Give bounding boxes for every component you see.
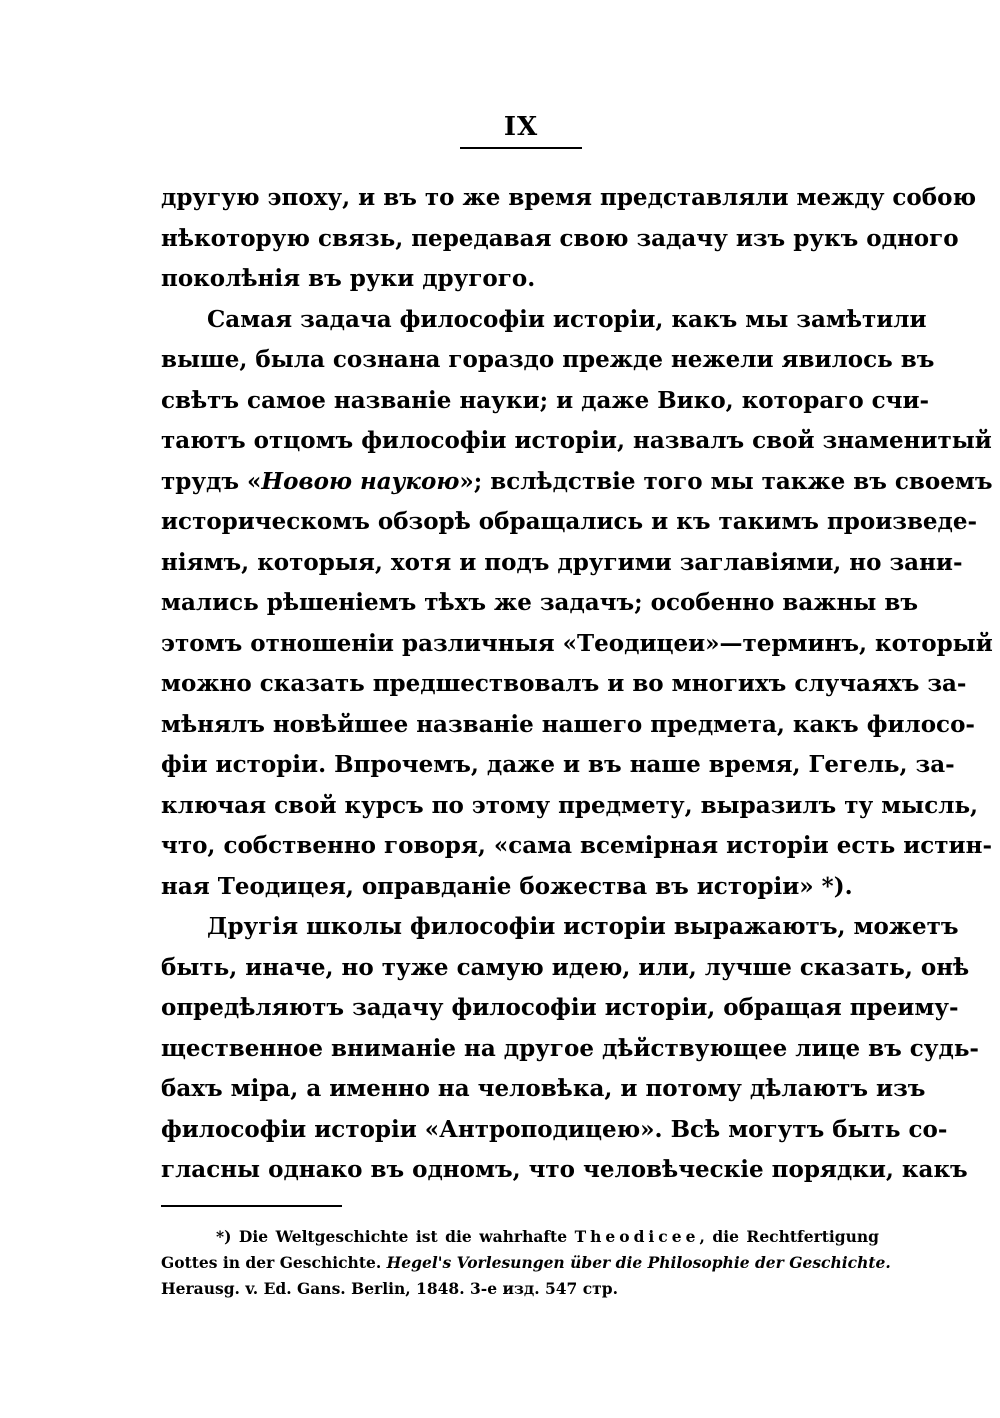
text-line: выше, была сознана гораздо прежде нежели явилось въ: [161, 346, 935, 373]
text-line: быть, иначе, но туже самую идею, или, лучше сказать, онѣ: [161, 953, 970, 981]
page-number-rule: [460, 147, 582, 149]
book-title-italic: Новою наукою: [261, 467, 460, 495]
text-span: »; вслѣдствіе того мы также въ своемъ: [459, 467, 993, 495]
body-text: [161, 178, 993, 1191]
footnote-line: [161, 1224, 879, 1250]
text-line: [161, 462, 993, 503]
text-line: опредѣляютъ задачу философіи исторіи, обращая преиму-: [161, 994, 959, 1021]
text-line: фіи исторіи. Впрочемъ, даже и въ наше время, Гегель, за-: [161, 751, 955, 778]
text-line: щественное вниманіе на другое дѣйствующее лице въ судь-: [161, 1034, 979, 1062]
text-line: что, собственно говоря, «сама всемірная исторіи есть истин-: [161, 832, 992, 859]
text-line: нѣкоторую связь, передавая свою задачу изъ рукъ одного: [161, 224, 959, 252]
footnote-line: Herausg. v. Ed. Gans. Berlin, 1848. 3-е изд. 547 стр.: [161, 1279, 619, 1298]
text-line: историческомъ обзорѣ обращались и къ такимъ произведе-: [161, 508, 978, 535]
footnote-text: *) Die Weltgeschichte ist die wahrhafte: [216, 1227, 575, 1246]
footnote-text: , die Rechtfertigung: [699, 1227, 880, 1246]
footnote-text: Gottes in der Geschichte.: [161, 1253, 387, 1272]
footnote: [161, 1224, 891, 1302]
text-line: другую эпоху, и въ то же время представляли между собою: [161, 184, 977, 211]
text-line: ключая свой курсъ по этому предмету, выразилъ ту мысль,: [161, 791, 979, 819]
text-line: ніямъ, которыя, хотя и подъ другими заглавіями, но зани-: [161, 548, 963, 576]
text-line: свѣтъ самое названіе науки; и даже Вико, котораго счи-: [161, 386, 930, 414]
text-line: бахъ міра, а именно на человѣка, и потому дѣлаютъ изъ: [161, 1075, 926, 1102]
page-number: IX: [503, 112, 539, 142]
footnote-spaced-word: Theodicee: [574, 1227, 700, 1246]
text-line: гласны однако въ одномъ, что человѣческіе порядки, какъ: [161, 1156, 968, 1183]
text-line: мались рѣшеніемъ тѣхъ же задачъ; особенно важны въ: [161, 589, 918, 616]
text-line: ная Теодицея, оправданіе божества въ исторіи» *).: [161, 872, 853, 900]
text-line: философіи исторіи «Антроподицею». Всѣ могутъ быть со-: [161, 1115, 948, 1143]
text-line: таютъ отцомъ философіи исторіи, назвалъ свой знаменитый: [161, 427, 992, 454]
text-line: Другія школы философіи исторіи выражаютъ, можетъ: [207, 913, 959, 940]
text-line: поколѣнія въ руки другого.: [161, 265, 536, 292]
text-line: этомъ отношеніи различныя «Теодицеи»—терминъ, который: [161, 629, 993, 657]
text-line: Самая задача философіи исторіи, какъ мы замѣтили: [207, 305, 927, 333]
footnote-rule: [161, 1205, 342, 1207]
footnote-citation-italic: Hegel's Vorlesungen über die Philosophie der Geschichte.: [386, 1253, 891, 1272]
footnote-line: [161, 1250, 891, 1276]
text-span: трудъ «: [161, 467, 262, 495]
text-line: можно сказать предшествовалъ и во многихъ случаяхъ за-: [161, 670, 967, 697]
text-line: мѣнялъ новѣйшее названіе нашего предмета, какъ филосо-: [161, 710, 975, 738]
